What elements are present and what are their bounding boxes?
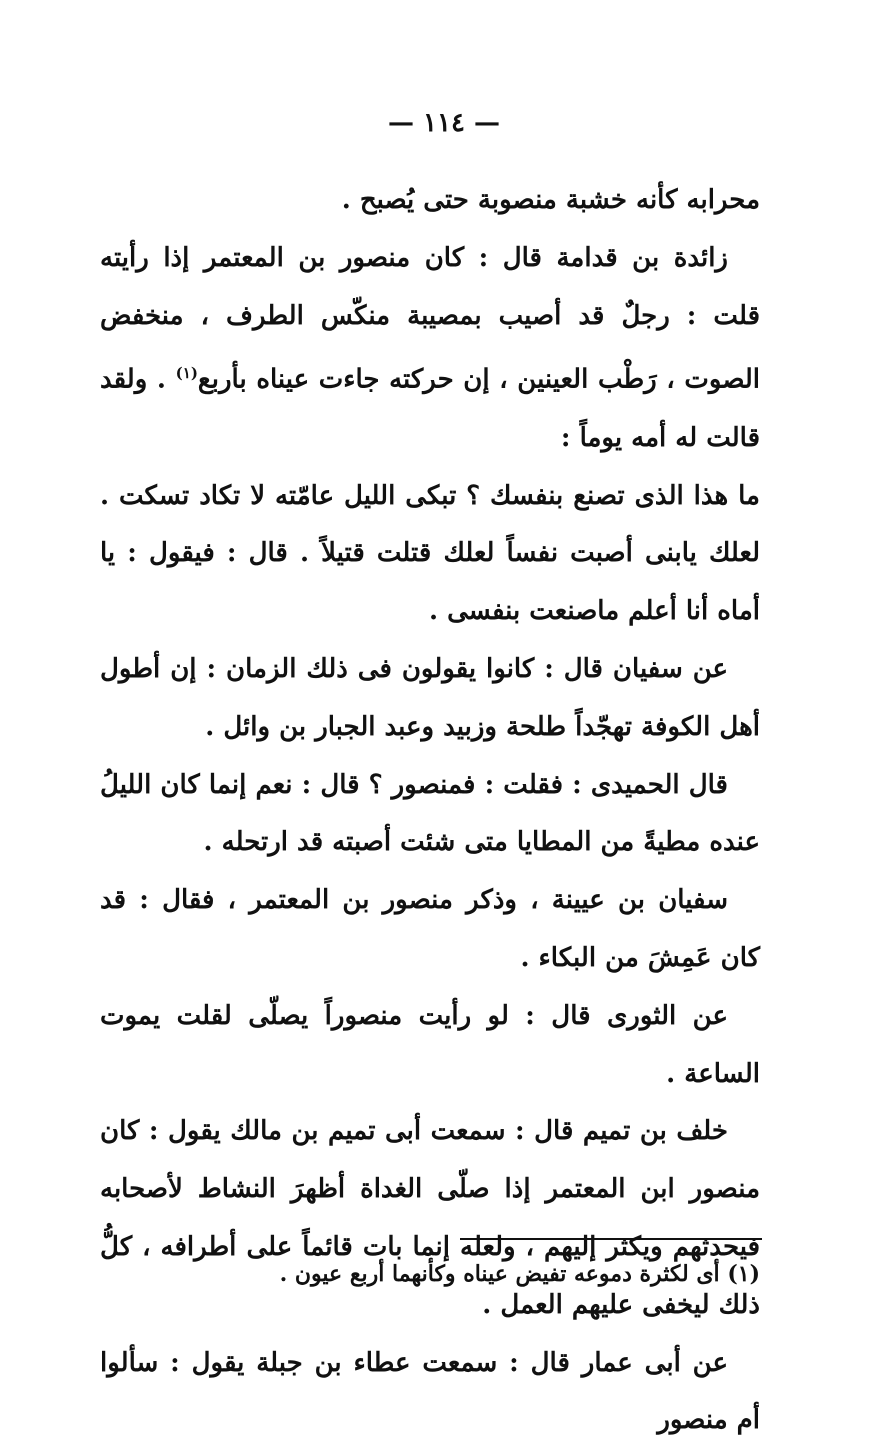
paragraph-2-tail: . ولقد قالت له أمه يوماً : xyxy=(100,365,760,453)
footnote: (١) أى لكثرة دموعه تفيض عيناه وكأنهما أربع عيون . xyxy=(279,1261,760,1287)
paragraph-5: قال الحميدى : فقلت : فمنصور ؟ قال : نعم إنما كان الليلُ عنده مطيةً من المطايا متى شئت أصبته قد ارتحله . xyxy=(100,769,760,858)
paragraph-8: خلف بن تميم قال : سمعت أبى تميم بن مالك يقول : كان منصور ابن المعتمر إذا صلّى الغداة أظهرَ النشاط لأصحابه فيحدثهم ويكثر إليهم ، ولعله إنما بات قائماً على أطرافه ، كلُّ ذلك ليخفى عليهم العمل . xyxy=(100,1116,760,1320)
page-number: — ١١٤ — xyxy=(387,108,501,138)
paragraph-6: سفيان بن عيينة ، وذكر منصور بن المعتمر ، فقال : قد كان عَمِشَ من البكاء . xyxy=(100,885,760,974)
paragraph-2-text: زائدة بن قدامة قال : كان منصور بن المعتمر إذا رأيته قلت : رجلٌ قد أصيب بمصيبة منكّس الطرف ، منخفض الصوت ، رَطْب العينين ، إن حركته جاءت عيناه بأربع xyxy=(100,242,761,396)
paragraph-2 xyxy=(100,230,760,468)
footnote-reference: (١) xyxy=(175,364,198,383)
paragraph-7: عن الثورى قال : لو رأيت منصوراً يصلّى لقلت يموت الساعة . xyxy=(100,1000,760,1089)
paragraph-1: محرابه كأنه خشبة منصوبة حتى يُصبح . xyxy=(341,185,760,215)
footnote-divider xyxy=(460,1238,762,1240)
paragraph-4: عن سفيان قال : كانوا يقولون فى ذلك الزمان : إن أطول أهل الكوفة تهجّداً طلحة وزبيد وعبد الجبار بن وائل . xyxy=(100,654,760,742)
paragraph-9: عن أبى عمار قال : سمعت عطاء بن جبلة يقول : سألوا أم منصور xyxy=(100,1347,760,1436)
paragraph-3: ما هذا الذى تصنع بنفسك ؟ تبكى الليل عامّته لا تكاد تسكت . لعلك يابنى أصبت نفساً لعلك قتلت قتيلاً . قال : فيقول : يا أماه أنا أعلم ماصنعت بنفسى . xyxy=(100,480,760,627)
